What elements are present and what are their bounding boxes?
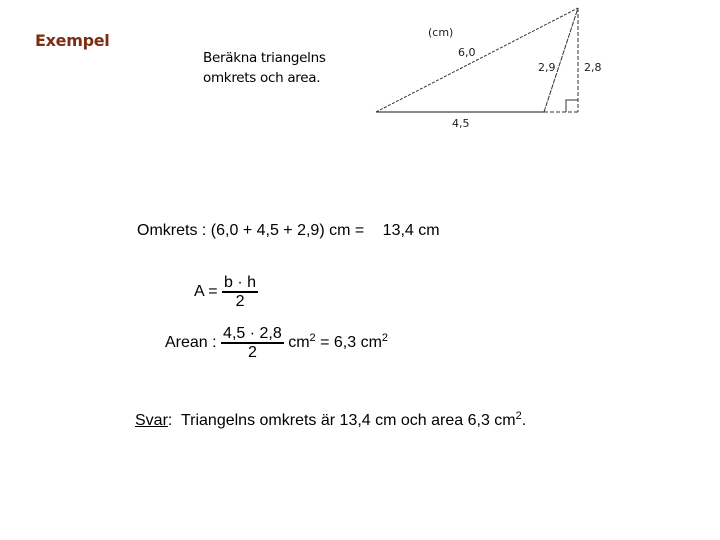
unit-label: (cm) — [428, 26, 454, 39]
area-numerator: 4,5 · 2,8 — [223, 325, 282, 342]
answer-colon: : — [167, 412, 173, 429]
example-title: Exempel — [35, 31, 110, 50]
right-angle-marker — [566, 100, 578, 112]
answer-text: Triangelns omkrets är 13,4 cm och area 6,3 cm — [180, 412, 516, 429]
height-label: 2,8 — [584, 61, 602, 74]
area-formula-lhs: A = — [194, 283, 218, 301]
answer-line — [135, 410, 526, 430]
area-formula-denominator: 2 — [235, 293, 245, 310]
area-formula-numerator: b · h — [224, 274, 257, 291]
area-unit: cm — [288, 334, 310, 352]
area-label: Arean : — [165, 334, 217, 352]
area-formula-fraction — [222, 274, 258, 310]
answer-exponent: 2 — [515, 410, 522, 422]
side-short-label: 2,9 — [538, 61, 556, 74]
triangle-shape — [376, 8, 578, 112]
area-calculation — [165, 325, 388, 361]
area-result-exponent: 2 — [381, 332, 389, 345]
task-line-1: Beräkna triangelns — [203, 50, 326, 66]
task-line-2: omkrets och area. — [203, 70, 321, 86]
perimeter-result: 13,4 cm — [382, 222, 440, 239]
area-fraction — [221, 325, 284, 361]
triangle-figure — [360, 0, 620, 140]
area-formula — [194, 274, 258, 310]
answer-period: . — [521, 412, 527, 429]
side-base-label: 4,5 — [452, 117, 470, 130]
answer-label: Svar — [135, 412, 168, 429]
task-description — [203, 48, 326, 88]
perimeter-label: Omkrets : — [137, 222, 207, 239]
area-result: = 6,3 cm — [320, 334, 382, 352]
perimeter-calculation — [137, 222, 440, 240]
area-unit-exponent: 2 — [309, 332, 316, 345]
perimeter-expression: (6,0 + 4,5 + 2,9) cm = — [210, 222, 365, 239]
area-denominator: 2 — [247, 344, 257, 361]
side-long-label: 6,0 — [458, 46, 476, 59]
